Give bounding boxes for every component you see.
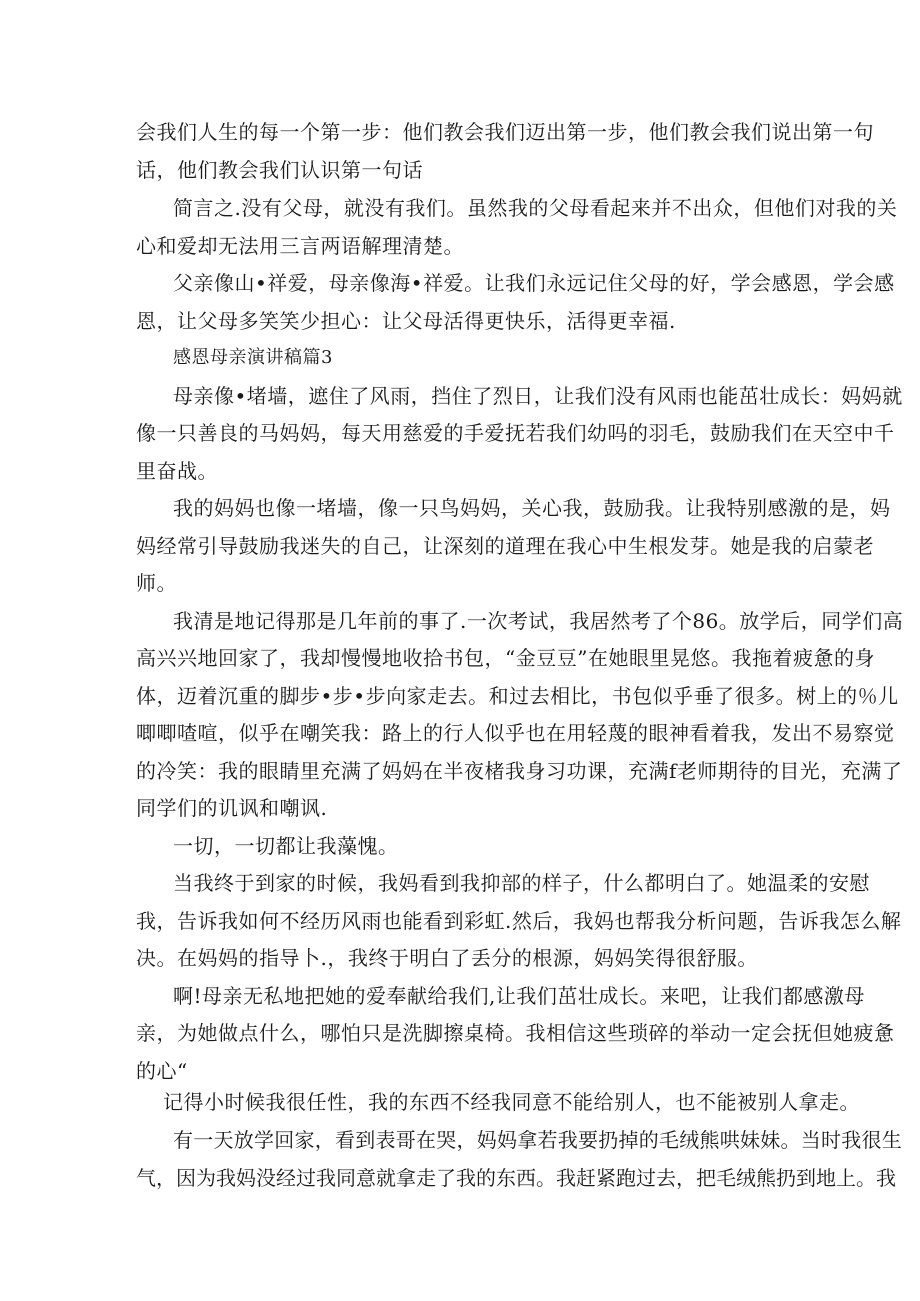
text-line: 啊!母亲无私地把她的爱奉献给我们,让我们茁壮成长。来吧，让我们都感激母 bbox=[173, 984, 865, 1008]
text-line: 决。在妈妈的指导卜.，我终于明白了丢分的根源，妈妈笑得很舒服。 bbox=[136, 946, 758, 970]
text-line: 高兴兴地回家了，我却慢慢地收拾书包，“金豆豆”在她眼里晃悠。我拖着疲惫的身 bbox=[136, 646, 875, 670]
text-line: 记得小时候我很任性，我的东西不经我同意不能给别人，也不能被别人拿走。 bbox=[163, 1090, 860, 1114]
text-line: 像一只善良的马妈妈，每天用慈爱的手爱抚若我们幼吗的羽毛，鼓励我们在天空中千 bbox=[136, 421, 895, 445]
text-line: 恩，让父母多笑笑少担心：让父母活得更快乐，活得更幸福. bbox=[136, 309, 676, 333]
section-heading: 感恩母亲演讲稿篇3 bbox=[173, 347, 333, 368]
text-line: 话，他们教会我们认识第一句话 bbox=[136, 158, 423, 182]
text-line: 当我终于到家的时候，我妈看到我抑部的样子，什么都明白了。她温柔的安慰 bbox=[173, 871, 870, 895]
text-line: 我的妈妈也像一堵墙，像一只鸟妈妈，关心我，鼓励我。让我特别感激的是，妈 bbox=[173, 496, 891, 520]
text-line: 我，告诉我如何不经历风雨也能看到彩虹.然后，我妈也帮我分析问题，告诉我怎么解 bbox=[136, 909, 902, 933]
text-line: 里奋战。 bbox=[136, 459, 218, 483]
text-line: 亲，为她做点什么，哪怕只是洗脚擦桌椅。我相信这些琐碎的举动一定会抚但她疲惫 bbox=[136, 1021, 895, 1045]
text-line: 师。 bbox=[136, 571, 177, 595]
text-line: 我清是地记得那是几年前的事了.一次考试，我居然考了个86。放学后，同学们高 bbox=[173, 609, 904, 633]
text-line: 的心“ bbox=[136, 1059, 188, 1083]
text-line: 唧唧喳喧，似乎在嘲笑我：路上的行人似乎也在用轻蔑的眼神看着我，发出不易察觉 bbox=[136, 721, 895, 745]
text-line: 同学们的讥讽和嘲讽. bbox=[136, 796, 328, 820]
text-line: 气，因为我妈没经过我同意就拿走了我的东西。我赶紧跑过去，把毛绒熊扔到地上。我 bbox=[136, 1166, 896, 1190]
text-line: 心和爱却无法用三言两语解理清楚。 bbox=[136, 234, 464, 258]
text-line: 父亲像山•祥爱，母亲像海•祥爱。让我们永远记住父母的好，学会感恩，学会感 bbox=[173, 271, 895, 295]
text-line: 体，迈着沉重的脚步•步•步向家走去。和过去相比，书包似乎垂了很多。树上的％儿 bbox=[136, 684, 899, 708]
text-line: 有一天放学回家，看到表哥在哭，妈妈拿若我要扔掉的毛绒熊哄妹妹。当时我很生 bbox=[173, 1128, 902, 1152]
text-line: 的冷笑：我的眼睛里充满了妈妈在半夜楮我身习功课，充满f老师期待的目光，充满了 bbox=[136, 759, 903, 783]
text-line: 会我们人生的每一个第一步：他们教会我们迈出第一步，他们教会我们说出第一句 bbox=[136, 120, 874, 144]
text-line: 简言之.没有父母，就没有我们。虽然我的父母看起来并不出众，但他们对我的关 bbox=[173, 196, 898, 220]
text-line: 妈经常引导鼓励我迷失的自己，让深刻的道理在我心中生根发芽。她是我的启蒙老 bbox=[136, 534, 874, 558]
text-line: 母亲像•堵墙，遮住了风雨，挡住了烈日，让我们没有风雨也能茁壮成长：妈妈就 bbox=[173, 384, 903, 408]
text-line: 一切，一切都让我藻愧。 bbox=[173, 834, 399, 858]
